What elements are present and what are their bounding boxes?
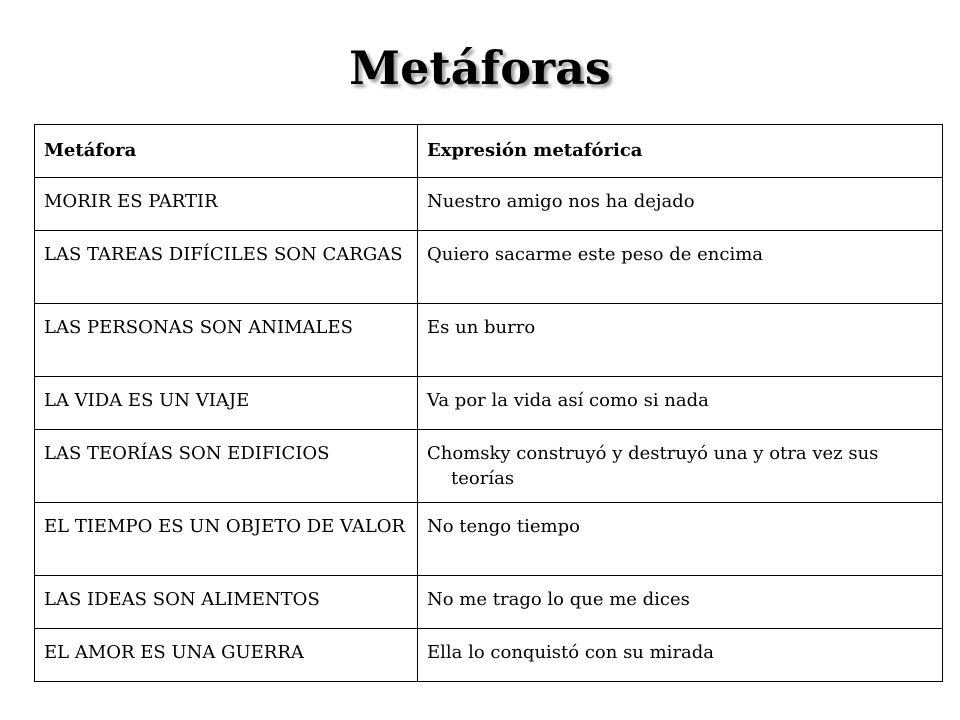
metaphor-cell: [35, 304, 418, 377]
expression-text: Va por la vida así como si nada: [427, 390, 709, 411]
expression-cell: [418, 576, 943, 629]
metaphor-table: [34, 124, 943, 682]
metaphor-text: EL TIEMPO ES UN OBJETO DE VALOR: [44, 516, 406, 537]
metaphor-text: LAS TEORÍAS SON EDIFICIOS: [44, 443, 330, 464]
metaphor-cell: [35, 231, 418, 304]
metaphor-text: EL AMOR ES UNA GUERRA: [44, 642, 304, 663]
metaphor-text: LAS TAREAS DIFÍCILES SON CARGAS: [44, 244, 403, 265]
expression-text: Chomsky construyó y destruyó una y otra vez sus teorías: [427, 443, 879, 489]
expression-text: Quiero sacarme este peso de encima: [427, 244, 763, 265]
table-row: [35, 629, 943, 682]
header-metaphor: Metáfora: [35, 125, 418, 178]
metaphor-cell: [35, 377, 418, 430]
metaphor-text: LA VIDA ES UN VIAJE: [44, 390, 250, 411]
metaphor-cell: [35, 576, 418, 629]
expression-text: No tengo tiempo: [427, 516, 580, 537]
header-expression: Expresión metafórica: [418, 125, 943, 178]
expression-text: Es un burro: [427, 317, 536, 338]
expression-cell: [418, 503, 943, 576]
metaphor-text: LAS PERSONAS SON ANIMALES: [44, 317, 353, 338]
metaphor-cell: [35, 629, 418, 682]
table-row: [35, 377, 943, 430]
expression-cell: [418, 377, 943, 430]
table-row: [35, 231, 943, 304]
metaphor-cell: [35, 503, 418, 576]
expression-text: Ella lo conquistó con su mirada: [427, 642, 715, 663]
expression-cell: [418, 231, 943, 304]
expression-cell: [418, 430, 943, 503]
table-row: [35, 430, 943, 503]
metaphor-cell: [35, 430, 418, 503]
table-header-row: [35, 125, 943, 178]
metaphor-cell: [35, 178, 418, 231]
table-row: [35, 576, 943, 629]
metaphor-table-container: [34, 124, 942, 682]
table-row: [35, 304, 943, 377]
slide-title: Metáforas: [349, 41, 611, 95]
expression-text: Nuestro amigo nos ha dejado: [427, 191, 695, 212]
table-row: [35, 503, 943, 576]
metaphor-text: MORIR ES PARTIR: [44, 191, 218, 212]
metaphor-text: LAS IDEAS SON ALIMENTOS: [44, 589, 320, 610]
expression-cell: [418, 304, 943, 377]
table-row: [35, 178, 943, 231]
expression-cell: [418, 178, 943, 231]
expression-text: No me trago lo que me dices: [427, 589, 690, 610]
expression-cell: [418, 629, 943, 682]
